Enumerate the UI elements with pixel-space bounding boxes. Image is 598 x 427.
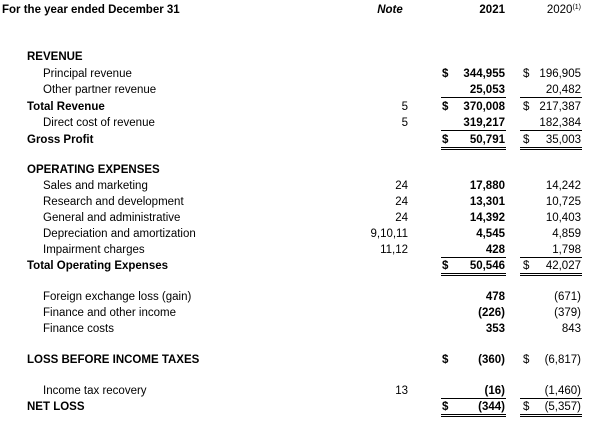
value-2021: 353 [485, 323, 505, 335]
currency-symbol: $ [442, 260, 449, 272]
value-2021: (226) [478, 307, 505, 319]
note-ref: 24 [395, 180, 408, 192]
value-2021: (344) [478, 401, 505, 413]
gross-profit-row [0, 132, 598, 148]
currency-symbol: $ [523, 260, 530, 272]
currency-symbol: $ [442, 401, 449, 413]
value-2020: 10,403 [545, 212, 581, 224]
footnote-marker: (1) [572, 4, 581, 11]
revenue-heading-row [0, 49, 598, 65]
value-2021: 50,791 [469, 134, 505, 146]
period-label: For the year ended December 31 [2, 4, 180, 16]
row-label: Sales and marketing [43, 180, 148, 192]
row-label: Finance and other income [43, 307, 176, 319]
total-double-rule [441, 414, 506, 417]
row-label: Income tax recovery [43, 385, 147, 397]
row-label: Other partner revenue [43, 84, 157, 96]
value-2021: 13,301 [469, 196, 505, 208]
note-ref: 13 [395, 385, 408, 397]
fx-loss-row [0, 289, 598, 305]
principal-revenue-row [0, 66, 598, 82]
value-2020: 196,905 [539, 68, 581, 80]
total-double-rule [520, 147, 582, 150]
currency-symbol: $ [442, 101, 449, 113]
row-label: Gross Profit [27, 134, 94, 146]
value-2021: 319,217 [463, 117, 505, 129]
subtotal-rule [520, 130, 582, 131]
note-ref: 11,12 [380, 244, 408, 256]
value-2021: 25,053 [469, 84, 505, 96]
value-2020: 14,242 [545, 180, 581, 192]
value-2021: 17,880 [469, 180, 505, 192]
value-2020: 42,027 [545, 260, 581, 272]
note-column-header: Note [377, 4, 403, 16]
year-2020-header: 2020$^{(1)}$ [546, 4, 581, 16]
value-2020: (1,460) [544, 385, 581, 397]
year-2021-header: 2021 [479, 4, 505, 16]
row-label: LOSS BEFORE INCOME TAXES [27, 354, 200, 366]
total-double-rule [520, 273, 582, 276]
row-label: Finance costs [43, 323, 114, 335]
other-partner-revenue-row [0, 82, 598, 98]
value-2021: 14,392 [469, 212, 505, 224]
sales-marketing-row [0, 178, 598, 194]
value-2020: (6,817) [544, 354, 581, 366]
note-ref: 24 [395, 196, 408, 208]
row-label: Research and development [43, 196, 184, 208]
loss-before-tax-row [0, 352, 598, 368]
tax-recovery-row [0, 383, 598, 399]
value-2020: 1,798 [552, 244, 581, 256]
row-label: Direct cost of revenue [43, 117, 155, 129]
section-heading: REVENUE [27, 51, 83, 63]
value-2020: 843 [561, 323, 581, 335]
value-2020: (5,357) [544, 401, 581, 413]
section-heading: OPERATING EXPENSES [27, 164, 160, 176]
value-2021: 4,545 [476, 228, 505, 240]
value-2020: 182,384 [539, 117, 581, 129]
general-admin-row [0, 210, 598, 226]
total-revenue-row [0, 99, 598, 115]
net-loss-row [0, 399, 598, 415]
note-ref: 9,10,11 [370, 228, 408, 240]
value-2020: 10,725 [545, 196, 581, 208]
total-double-rule [520, 414, 582, 417]
currency-symbol: $ [523, 354, 530, 366]
row-label: Total Operating Expenses [27, 260, 169, 272]
research-development-row [0, 194, 598, 210]
total-double-rule [441, 147, 506, 150]
value-2020: (671) [554, 291, 581, 303]
currency-symbol: $ [442, 354, 449, 366]
currency-symbol: $ [442, 68, 449, 80]
row-label: Total Revenue [27, 101, 105, 113]
value-2021: 370,008 [463, 101, 505, 113]
value-2020: 217,387 [539, 101, 581, 113]
depreciation-row [0, 226, 598, 242]
row-label: Depreciation and amortization [43, 228, 196, 240]
value-2021: (16) [484, 385, 505, 397]
opex-heading-row [0, 162, 598, 178]
value-2020: 20,482 [545, 84, 581, 96]
direct-cost-row [0, 115, 598, 131]
subtotal-rule [441, 97, 506, 98]
currency-symbol: $ [523, 101, 530, 113]
note-ref: 24 [395, 212, 408, 224]
total-opex-row [0, 258, 598, 274]
note-ref: 5 [401, 117, 408, 129]
value-2021: 344,955 [463, 68, 505, 80]
header-row [0, 2, 598, 18]
value-2020: 4,859 [552, 228, 581, 240]
currency-symbol: $ [523, 68, 530, 80]
finance-income-row [0, 305, 598, 321]
note-ref: 5 [401, 101, 408, 113]
subtotal-rule [520, 97, 582, 98]
row-label: NET LOSS [27, 401, 85, 413]
row-label: Principal revenue [43, 68, 132, 80]
value-2021: (360) [478, 354, 505, 366]
value-2020: 35,003 [545, 134, 581, 146]
value-2021: 478 [485, 291, 505, 303]
currency-symbol: $ [523, 401, 530, 413]
row-label: General and administrative [43, 212, 181, 224]
subtotal-rule [441, 130, 506, 131]
total-double-rule [441, 273, 506, 276]
value-2021: 50,546 [469, 260, 505, 272]
value-2021: 428 [485, 244, 505, 256]
impairment-row [0, 242, 598, 258]
value-2020: (379) [554, 307, 581, 319]
row-label: Foreign exchange loss (gain) [43, 291, 192, 303]
finance-costs-row [0, 321, 598, 337]
currency-symbol: $ [442, 134, 449, 146]
row-label: Impairment charges [43, 244, 145, 256]
currency-symbol: $ [523, 134, 530, 146]
